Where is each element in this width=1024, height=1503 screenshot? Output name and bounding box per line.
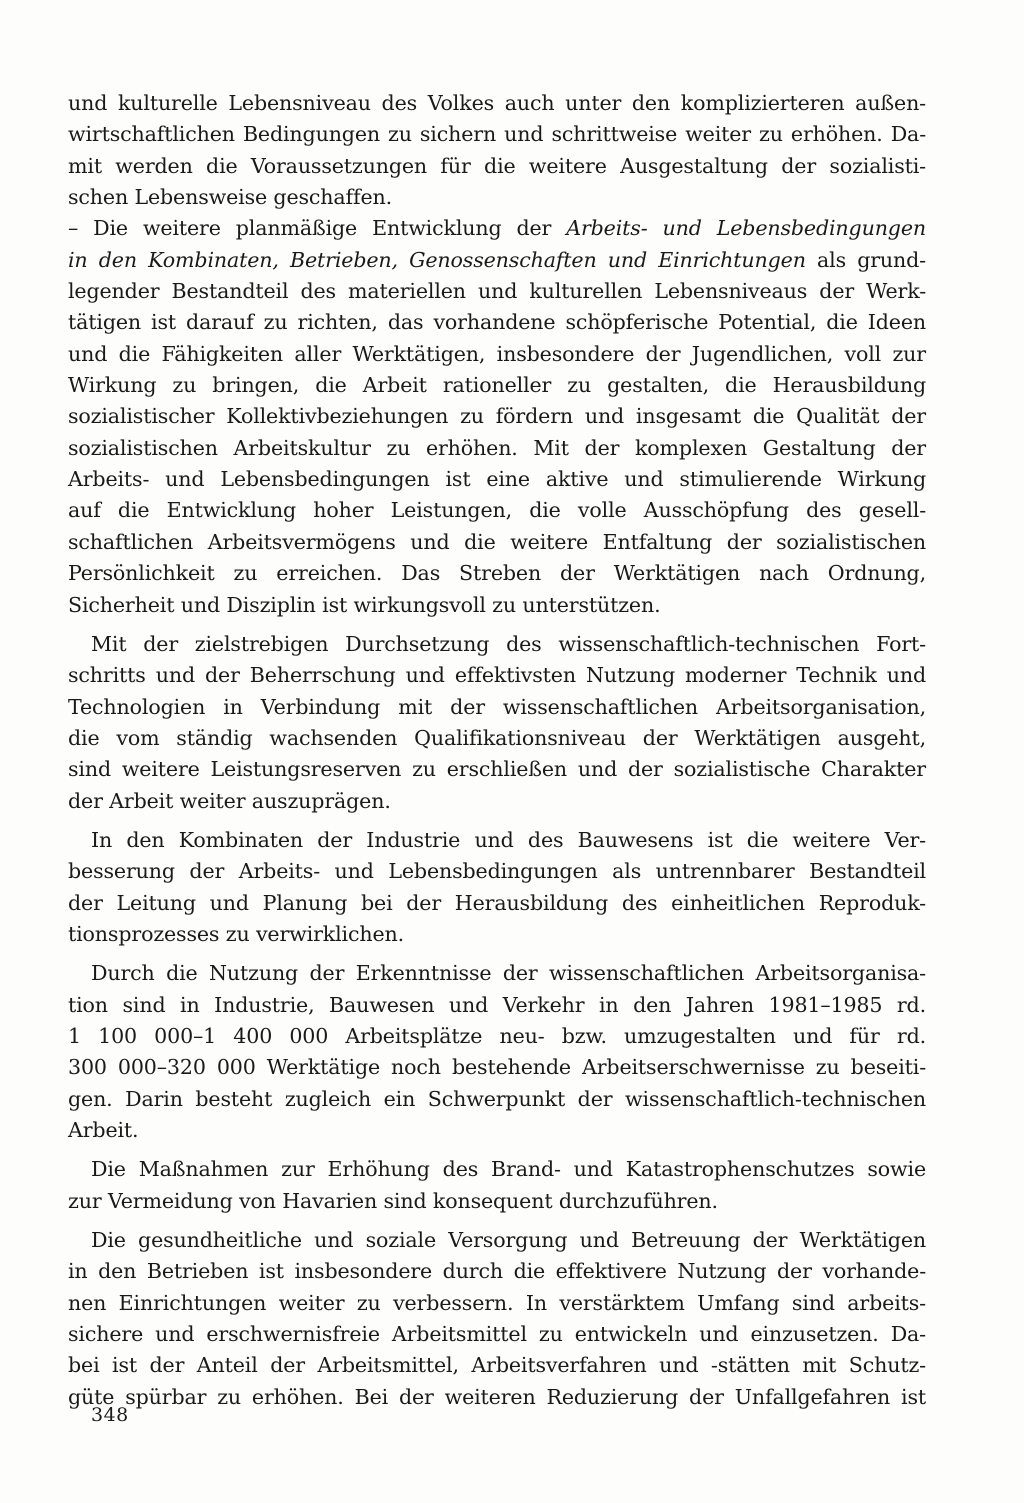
text-line: besserung der Arbeits- und Lebensbedingungen als untrennbarer Bestandteil (68, 859, 926, 884)
text-line (68, 245, 926, 276)
text-line: schaftlichen Arbeitsvermögens und die weitere Entfaltung der sozialistischen (68, 529, 926, 554)
text-line: zur Vermeidung von Havarien sind konsequent durchzuführen. (68, 1188, 718, 1213)
paragraph-first-line: Mit der zielstrebigen Durchsetzung des wissenschaftlich-technischen Fort- (91, 631, 926, 656)
text-line: Persönlichkeit zu erreichen. Das Streben der Werktätigen nach Ordnung, (68, 561, 926, 586)
text-line: nen Einrichtungen weiter zu verbessern. In verstärktem Umfang sind arbeits- (68, 1290, 926, 1315)
text-line: Technologien in Verbindung mit der wissenschaftlichen Arbeitsorganisation, (68, 694, 926, 719)
text-line: 300 000–320 000 Werktätige noch bestehende Arbeitserschwernisse zu beseiti- (68, 1055, 926, 1080)
page-number: 348 (91, 1404, 129, 1426)
body-text (68, 88, 926, 1413)
text-line: sichere und erschwernisfreie Arbeitsmittel zu entwickeln und einzusetzen. Da- (68, 1322, 926, 1347)
text-run: als grund- (805, 247, 926, 272)
text-line: Arbeit. (68, 1118, 139, 1142)
text-line: sozialistischen Arbeitskultur zu erhöhen. Mit der komplexen Gestaltung der (68, 435, 926, 460)
text-line: schritts und der Beherrschung und effektivsten Nutzung moderner Technik und (68, 663, 926, 688)
text-line: in den Betrieben ist insbesondere durch die effektivere Nutzung der vorhande- (68, 1259, 926, 1284)
text-line: mit werden die Voraussetzungen für die weitere Ausgestaltung der sozialisti- (68, 153, 926, 178)
text-line: sind weitere Leistungsreserven zu erschließen und der sozialistische Charakter (68, 757, 926, 782)
emphasis-text: Arbeits- und Lebensbedingungen (566, 216, 926, 241)
text-line: auf die Entwicklung hoher Leistungen, die volle Ausschöpfung des gesell- (68, 498, 926, 523)
text-line: bei ist der Anteil der Arbeitsmittel, Arbeitsverfahren und -stätten mit Schutz- (68, 1353, 926, 1378)
text-line: 1 100 000–1 400 000 Arbeitsplätze neu- bzw. umzugestalten und für rd. (68, 1023, 926, 1048)
text-line: schen Lebensweise geschaffen. (68, 185, 393, 210)
text-line: der Leitung und Planung bei der Herausbildung des einheitlichen Reproduk- (68, 890, 926, 915)
paragraph-first-line: Die gesundheitliche und soziale Versorgung und Betreuung der Werktätigen (91, 1228, 926, 1253)
text-line: tionsprozesses zu verwirklichen. (68, 921, 405, 946)
text-line: die vom ständig wachsenden Qualifikationsniveau der Werktätigen ausgeht, (68, 725, 926, 750)
text-line: tion sind in Industrie, Bauwesen und Verkehr in den Jahren 1981–1985 rd. (68, 992, 926, 1017)
text-line: Sicherheit und Disziplin ist wirkungsvoll zu unterstützen. (68, 592, 661, 617)
paragraph-first-line: Durch die Nutzung der Erkenntnisse der wissenschaftlichen Arbeitsorganisa- (91, 961, 926, 986)
text-line: tätigen ist darauf zu richten, das vorhandene schöpferische Potential, die Ideen (68, 310, 926, 335)
text-line: legender Bestandteil des materiellen und kulturellen Lebensniveaus der Werk- (68, 279, 926, 304)
text-line: der Arbeit weiter auszuprägen. (68, 788, 391, 813)
text-line: gen. Darin besteht zugleich ein Schwerpunkt der wissenschaftlich-technischen (68, 1086, 926, 1111)
text-line: und kulturelle Lebensniveau des Volkes auch unter den komplizierteren außen- (68, 91, 926, 115)
text-line: wirtschaftlichen Bedingungen zu sichern und schrittweise weiter zu erhöhen. Da- (68, 122, 926, 147)
emphasis-text: in den Kombinaten, Betrieben, Genossenschaften und Einrichtungen (68, 247, 806, 272)
text-line: Wirkung zu bringen, die Arbeit rationeller zu gestalten, die Herausbildung (68, 373, 926, 398)
text-line: sozialistischer Kollektivbeziehungen zu fördern und insgesamt die Qualität der (68, 404, 926, 429)
paragraph-first-line: In den Kombinaten der Industrie und des Bauwesens ist die weitere Ver- (91, 827, 926, 852)
text-line: Arbeits- und Lebensbedingungen ist eine aktive und stimulierende Wirkung (68, 467, 926, 492)
text-line (68, 213, 926, 244)
text-line: und die Fähigkeiten aller Werktätigen, insbesondere der Jugendlichen, voll zur (68, 341, 926, 366)
text-line: güte spürbar zu erhöhen. Bei der weiteren Reduzierung der Unfallgefahren ist (68, 1384, 926, 1409)
paragraph-first-line: Die Maßnahmen zur Erhöhung des Brand- und Katastrophenschutzes sowie (91, 1157, 926, 1182)
text-run: – Die weitere planmäßige Entwicklung der (68, 216, 567, 241)
